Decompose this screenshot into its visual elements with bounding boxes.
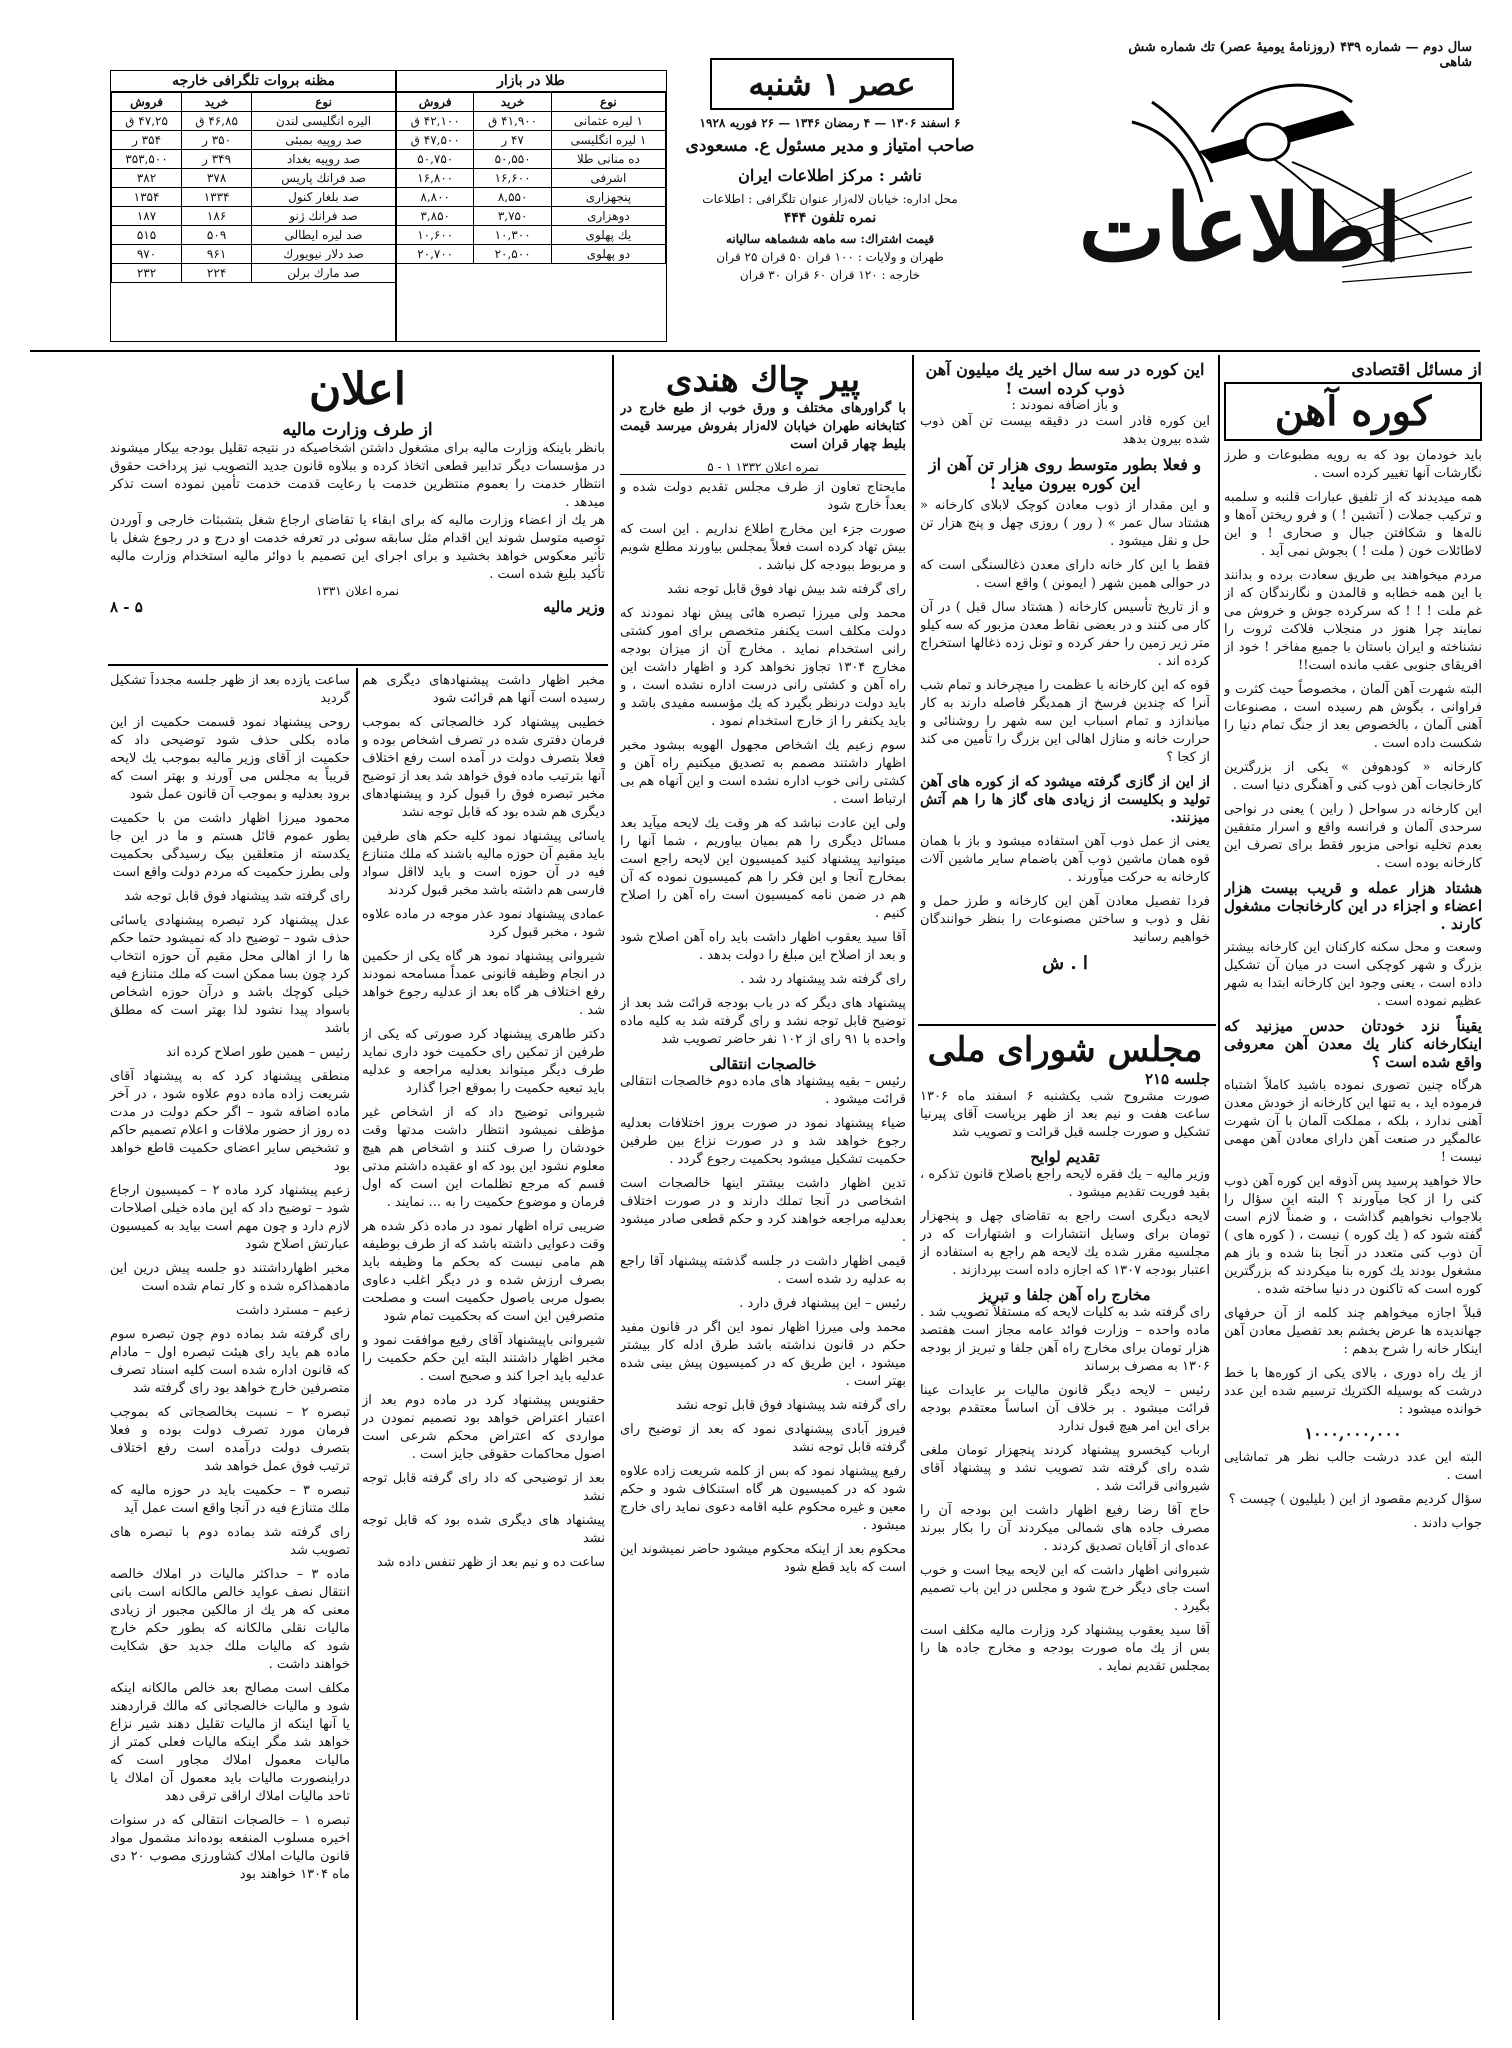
column-rule	[612, 355, 614, 2020]
cell: ۴۶,۸۵ ق	[182, 112, 252, 131]
cell: ۱ لیره انگلیسی	[551, 131, 665, 150]
proceedings-para: زعیم – مسترد داشت	[235, 1303, 350, 1318]
cell: ۱۶,۸۰۰	[397, 169, 474, 188]
section-rule	[108, 664, 608, 666]
majlis-para: رئیس – لایحه دیگر قانون مالیات بر عایدات عینا قرائت میشود . بر خلاف آن اساساً معتقدم بودجه برای این امر هیچ قبول ندارد	[920, 1383, 1210, 1434]
announcement-box	[110, 360, 605, 660]
cell: ۲۰,۷۰۰	[397, 245, 474, 264]
proceedings-para: پیشنهاد های دیگر که در باب بودجه قرائت شد بعد از توضیح قابل توجه نشد و رای گرفته شد به کلیه ماده واحده با ۹۱ رای از ۱۰۲ نفر حاضر تصویب شد	[620, 996, 906, 1047]
proceedings-para: آقا سید یعقوب اظهار داشت باید راه آهن اصلاح شود و بعد از اصلاح این مبلغ را دولت بدهد .	[620, 930, 906, 963]
cell: ۴۷ ر	[474, 131, 551, 150]
cell: صد فرانك ژنو	[252, 207, 396, 226]
iron-signature: ا . ش	[1042, 953, 1088, 974]
proceedings-para: پیشنهاد های دیگری شده بود که قابل توجه نشد	[362, 1513, 605, 1546]
proceedings-para: محمد ولی میرزا تبصره هائی پیش نهاد نمودند که دولت مکلف است یکنفر متخصص برای امور کشتی رانی استخدام نماید . مخارج آن از میزان بودجه مخارج ۱۳۰۴ تجاوز نخواهد کرد و اظهار داشت این راه آهن و کشتی رانی درست اداره نشده است ، و باید دولت درنظر بگیرد که یك مؤسسه مفیدی باشد و باید یکنفر را از خارج استخدام نمود .	[620, 606, 906, 729]
cell: ۱۸۶	[182, 207, 252, 226]
econ-highlight: یقیناً نزد خودتان حدس میزنید که اینکارخانه کنار یك معدن آهن معروفی واقع شده است ؟	[1224, 1017, 1482, 1071]
cell: ۲۳۲	[112, 264, 182, 283]
table-row	[112, 264, 396, 283]
proceedings-para: عدل پیشنهاد کرد تبصره پیشنهادی یاسائی حذف شود – توضیح داد که نمیشود حتما حکم ها را از اهالی محل مقیم آن حوزه انتخاب کرد چون بسا ممکن است که ملك متنازع فیه خیلی کوچك باشد و درآن حوزه اشخاص باسواد پیدا نشود لذا بهتر است که مطلق باشد	[110, 913, 350, 1036]
cell: ۱۶,۶۰۰	[474, 169, 551, 188]
announcement-footer	[110, 598, 605, 616]
proceedings-para: عمادی پیشنهاد نمود عذر موجه در ماده علاوه شود ، مخبر قبول کرد	[362, 907, 605, 940]
proceedings-para: رای گرفته شد پیشنهاد فوق قابل توجه شد	[124, 889, 350, 904]
majlis-para: صورت مشروح شب یکشنبه ۶ اسفند ماه ۱۳۰۶ ساعت هفت و نیم بعد از ظهر بریاست آقای پیرنیا تشکیل و صورت جلسه قبل قرائت و تصویب شد	[920, 1089, 1210, 1140]
econ-para: همه میدیدند که از تلفیق عبارات قلنبه و سلمبه و ترکیب جملات ( آتشین ! ) و فرو ریختن آه‌ها و ناله‌ها و شکافتن جبال و صحاری ! و این لاطائلات خون ( ملت ! ) بجوش نمی آید .	[1224, 490, 1482, 559]
cell: ۴۷,۵۰۰ ق	[397, 131, 474, 150]
announcement-from: از طرف وزارت مالیه	[282, 420, 433, 440]
cell: ۱۳۳۴	[182, 188, 252, 207]
proceedings-para: مخبر اظهارداشتند دو جلسه پیش درین این مادهمذاکره شده و کار تمام شده است	[110, 1261, 350, 1294]
exchange-header-sell: فروش	[112, 93, 182, 112]
proceedings-para: بعد از توضیحی که داد رای گرفته قابل توجه نشد	[362, 1471, 605, 1504]
cell: ۱۰,۶۰۰	[397, 226, 474, 245]
proceedings-section: خالصجات انتقالی	[709, 1055, 817, 1073]
table-row	[397, 131, 666, 150]
iron-para: این کوره قادر است در دقیقه بیست تن آهن ذوب شده بیرون بدهد	[920, 414, 1210, 447]
cell: ۳,۸۵۰	[397, 207, 474, 226]
cell: صد مارك برلن	[252, 264, 396, 283]
cell: ۱۸۷	[112, 207, 182, 226]
pirchak-notice: نمره اعلان ۱۳۳۲ ۱ - ۵	[620, 460, 906, 475]
cell: صد بلغار کنول	[252, 188, 396, 207]
iron-subline: و باز اضافه نمودند :	[1011, 398, 1119, 413]
cell: ۴۲,۱۰۰ ق	[397, 112, 474, 131]
proceedings-para: رای گرفته شد بیش نهاد فوق قابل توجه نشد	[667, 582, 906, 597]
majlis-title: مجلس شورای ملی	[927, 1030, 1203, 1070]
cell: ۳۵۳,۵۰۰	[112, 150, 182, 169]
majlis-para: لایحه دیگری است راجع به تقاضای چهل و پنجهزار تومان برای وسایل انتشارات و اشتهارات که در مجلسیه مقرر شده یك لایحه هم راجع به استفاده از اعتبار بودجه ۱۳۰۷ که اجازه داده است بپردازند .	[920, 1209, 1210, 1278]
cell: ۵۰,۷۵۰	[397, 150, 474, 169]
date-line: ۶ اسفند ۱۳۰۶ — ۴ رمضان ۱۳۴۶ — ۲۶ فوریه ۱۹۲۸	[699, 116, 961, 130]
table-row	[397, 188, 666, 207]
proceedings-para: ولی این عادت نباشد که هر وقت یك لایحه میآید بعد مسائل دیگری را هم بمیان بیاوریم ، شما آنها را میتوانید پیشنهاد کنید کمیسیون این لایحه راجع است بمخارج آنجا و این فکر را هم کمیسیون نموده که آن هم در ضمن نامه کمیسیون است راه آهن را اصلاح کنیم .	[620, 816, 906, 921]
iron-para: و از تاریخ تأسیس کارخانه ( هشتاد سال قبل ) در آن کار می کنند و در بعضی نقاط معدن مزبور که سه کیلو متر زیر زمین را حفر کرده و تونل زده ذغالها استخراج کرده اند .	[920, 600, 1210, 669]
proceedings-para: رفیع پیشنهاد نمود که بس از کلمه شریعت زاده علاوه شود که در کمیسیون هر گاه استنکاف شود و حکم معین و غیره محکوم علیه اقامه دعوی نماید رای خارج میشود .	[620, 1464, 906, 1533]
econ-para: قبلاً اجازه میخواهم چند کلمه از آن حرفهای جهاندیده ها عرض بخشم بعد تفصیل معادن آهن اینکار خانه را شرح بدهم :	[1224, 1306, 1482, 1357]
cell: صد روپیه بمبئی	[252, 131, 396, 150]
evening-label: عصر ۱ شنبه	[748, 65, 916, 103]
proceedings-para: مخبر اظهار داشت پیشنهادهای دیگری هم رسیده است آنها هم قرائت شود	[362, 673, 605, 706]
section-rule	[918, 1024, 1216, 1026]
announcement-para: بانظر باینکه وزارت مالیه برای مشغول داشتن اشخاصیکه در نتیجه تقلیل بودجه بیکار میشوند در مؤسسات دیگر تدابیر قطعی اتخاذ کرده و ببلاوه قانون جدید التصویب نیز پرداخت حقوق انتظار خدمت را بعموم منتظرین خدمت با رعایت قدمت خدمت تأمین نموده است تذکر میدهد .	[110, 441, 605, 510]
table-row	[397, 245, 666, 264]
iron-para: قوه که این کارخانه با عظمت را میچرخاند و تمام شب آنرا که چندین فرسخ از همدیگر فاصله دارند به کار میاندازد و تمام اسباب این سه شهر را روشنائی و حرارت خانه و منازل اهالی این بزرگ را تأمین می کند از کجا ؟	[920, 678, 1210, 765]
cell: دوهزاری	[551, 207, 665, 226]
cell: ۳,۷۵۰	[474, 207, 551, 226]
econ-number: ۱۰۰۰,۰۰۰,۰۰۰	[1304, 1424, 1402, 1443]
announcement-para: هر یك از اعضاء وزارت مالیه که برای ابقاء یا تقاضای ارجاع شغل بتشبثات خارجی و آوردن توصیه متوسل شوند این اقدام مثل سابقه سوئی در تعرفه خدمت او درج و در رجوع شغل با تأثیر معکوس خواهد بخشید و برای اجرای این تصمیم با دوائر مالیه استخدام وزارت مالیه تأکید بلیغ شده است .	[110, 513, 605, 582]
pirchak-column	[620, 360, 906, 2020]
econ-headline: کوره آهن	[1224, 382, 1482, 441]
proceedings-para: رای گرفته شد پیشنهاد رد شد .	[740, 972, 906, 987]
table-row	[112, 188, 396, 207]
cell: صد دلار نیویورك	[252, 245, 396, 264]
proceedings-para: ضیاء پیشنهاد نمود در صورت بروز اختلافات بعدلیه رجوع خواهد شد و در صورت نزاع بین طرفین حکمیت تشکیل میشود بحکمیت رجوع گردد .	[620, 1116, 906, 1167]
gold-market-table	[396, 92, 666, 264]
column-rule	[1218, 355, 1220, 2020]
cell: صد روپیه بغداد	[252, 150, 396, 169]
econ-para: باید خودمان بود که به رویه مطبوعات و طرز نگارشات آنها تغییر کرده است .	[1224, 448, 1482, 481]
proceedings-para: منطقی پیشنهاد کرد که به پیشنهاد آقای شریعت زاده ماده دوم علاوه شود ، در آخر ماده اضافه شود – اگر حکم دولت در مدت ده روز از حضور ملاقات و اعلام تصمیم حاکم و تشخیص سایر اعضای حکمیت قاطع خواهد بود	[110, 1069, 350, 1174]
proceedings-para: مایحتاج تعاون از طرف مجلس تقدیم دولت شده و بعداً خارج شود	[620, 480, 906, 513]
proceedings-para: حقنویس پیشنهاد کرد در ماده دوم بعد از اعتبار اعتراض خواهد بود تصمیم نمودن در مواردی که اعتراض محکم شرعی است اصول محاکمات حقوقی جایز است .	[362, 1393, 605, 1462]
econ-para: البته شهرت آهن آلمان ، مخصوصاً حیث کثرت و فراوانی ، بگوش هم رسیده است ، مصنوعات آهنی آلمان ، بالخصوص بعد از جنگ تمام دنیا را شکست داده است .	[1224, 682, 1482, 751]
majlis-para: رای گرفته شد به کلیات لایحه که مستقلاً تصویب شد . ماده واحده – وزارت فوائد عامه مجاز است هفتصد هزار تومان برای مخارج راه آهن جلفا و تبریز از بودجه ۱۳۰۶ به مصرف برساند	[920, 1305, 1210, 1374]
cell: ۱ لیره عثمانی	[551, 112, 665, 131]
subscription-tehran: طهران و ولایات : ۱۰۰ قران ۵۰ قران ۲۵ قران	[716, 250, 944, 264]
exchange-header-buy: خرید	[182, 93, 252, 112]
majlis-para: حاج آقا رضا رفیع اظهار داشت این بودجه آن را مصرف جاده های شمالی میکردند آن را بکار ببرند عده‌ای از آقایان تصدیق کردند .	[920, 1503, 1210, 1554]
proceedings-para: صورت جزء این مخارج اطلاع نداریم . این است که بیش تهاد کرده است فعلاً بمجلس بیاورند مطلع شویم و مربوط ببودجه کل نباشد .	[620, 522, 906, 573]
cell: دو پهلوی	[551, 245, 665, 264]
proceedings-para: شیروانی توضیح داد که از اشخاص غیر مؤظف نمیشود انتظار داشت مدتها وقت خودشان را صرف کنند و اشخاص هم هیچ معلوم نشود این بود که او عقیده داشتم مدتی قسم که مرجع تظلمات این است که اول فرمان و موضوع حکمیت را به ... نمایند .	[362, 1105, 605, 1210]
iron-highlight: از این از گازی گرفته میشود که از کوره های آهن تولید و بکلیست از زیادی های گاز ها را هم آتش میزنند.	[920, 774, 1210, 826]
cell: ۵۰۹	[182, 226, 252, 245]
gold-header-buy: خرید	[474, 93, 551, 112]
proceedings-para: خطیبی پیشنهاد کرد خالصجاتی که بموجب فرمان دفتری شده در تصرف اشخاص بوده و فعلا بتصرف دولت در آمده است رفع اختلاف آنها بترتیب ماده فوق خواهد شد بعد از توضیح مخبر تبصره فوق را قبول کرد و پیشنهادهای دیگری هم شده بود که قابل توجه نشد	[362, 715, 605, 820]
table-row	[397, 226, 666, 245]
iron-column	[920, 360, 1210, 1020]
proceedings-para: شیروانی پیشنهاد نمود هر گاه یکی از حکمین در انجام وظیفه قانونی عمداً مسامحه نمودند رفع اختلاف هر گاه بعد از عدلیه رجوع خواهد شد .	[362, 949, 605, 1018]
iron-headline-2: و فعلا بطور متوسط روی هزار تن آهن از این کوره بیرون میاید !	[928, 455, 1202, 493]
masthead-divider	[30, 350, 1480, 352]
address-line: محل اداره: خیابان لاله‌زار عنوان تلگرافی : اطلاعات	[702, 192, 958, 206]
cell: ۴۱,۹۰۰ ق	[474, 112, 551, 131]
column-rule	[912, 355, 914, 2020]
majlis-para: آقا سید یعقوب پیشنهاد کرد وزارت مالیه مکلف است بس از یك ماه صورت بودجه و مخارج جاده ها را بمجلس تقدیم نماید .	[920, 1623, 1210, 1674]
proceedings-para: محمد ولی میرزا اظهار نمود این اگر در قانون مفید حکم در قانون نداشته باشد طرق ادله کار بیشتر میشود ، این طریق که در کمیسیون پیش بینی شده بهتر است .	[620, 1320, 906, 1389]
cell: ۱۳۵۴	[112, 188, 182, 207]
iron-para: یعنی از عمل ذوب آهن استفاده میشود و باز با همان قوه همان ماشین ذوب آهن باضمام سایر ماشین آلات کارخانه به حرکت میآورند .	[920, 834, 1210, 885]
announcement-title: اعلان	[308, 364, 407, 415]
proceedings-para: تبصره ۳ – حکمیت باید در حوزه مالیه که ملك متنازع فیه در آنجا واقع است عمل آید	[110, 1483, 350, 1516]
table-row	[112, 245, 396, 264]
cell: اشرفی	[551, 169, 665, 188]
announcement-numbers: ۵ - ۸	[110, 598, 143, 616]
table-row	[112, 169, 396, 188]
cell: یك پهلوی	[551, 226, 665, 245]
cell: ۲۰,۵۰۰	[474, 245, 551, 264]
economics-column	[1224, 360, 1482, 2020]
phone-line: نمره تلفون ۴۴۴	[783, 210, 877, 226]
announcement-notice: نمره اعلان ۱۳۳۱	[315, 584, 400, 598]
cell: پنجهزاری	[551, 188, 665, 207]
proceedings-para: ضریبی تراه اظهار نمود در ماده ذکر شده هر وقت دعوایی داشته باشد که از طرف بوطیفه هم مامی نیست که بحکم ما وظیفه باید بصرف ارزش شده و در دیگر اغلب دعاوی بصول مربی باصول حکمیت است و مصلحت متصرفین این است که بحکمیت تمام شود	[362, 1219, 605, 1324]
table-row	[112, 226, 396, 245]
majlis-para: ارباب کیخسرو پیشنهاد کردند پنجهزار تومان ملغی شده رای گرفته شد تصویب نشد و پیشنهاد آقای شیروانی قرائت شد .	[920, 1443, 1210, 1494]
cell: ۸,۸۰۰	[397, 188, 474, 207]
iron-headline-1: این کوره در سه سال اخیر یك میلیون آهن ذوب کرده است !	[925, 360, 1205, 398]
cell: ۳۴۹ ر	[182, 150, 252, 169]
proceedings-para: رای گرفته شد پیشنهاد فوق قابل توجه نشد	[675, 1398, 906, 1413]
proceedings-para: فیروز آبادی پیشنهادی نمود که بعد از توضیح رای گرفته قابل توجه نشد	[620, 1422, 906, 1455]
table-row	[397, 112, 666, 131]
subscription-abroad: خارجه : ۱۲۰ قران ۶۰ قران ۳۰ قران	[739, 268, 921, 282]
proceedings-para: ساعت یازده بعد از ظهر جلسه مجدداً تشکیل گردید	[110, 673, 350, 706]
econ-para: از یك راه دوری ، بالای یکی از کوره‌ها با خط درشت که بوسیله الکتریك ترسیم شده این عدد خوانده میشود :	[1224, 1366, 1482, 1417]
proceedings-para: ماده ۳ – حداکثر مالیات در املاك خالصه انتقال نصف عواید خالص مالکانه است بانی معنی که هر یك از مالکین مجبور از زیادی مالیات نقلی مالکانه که بطور حکم خارج شود که مالیات ملك جدید حق شکایت خواهند داشت .	[110, 1567, 350, 1672]
proceedings-para: روحی پیشنهاد نمود قسمت حکمیت از این ماده بکلی حذف شود توضیحی داد که حکمیت از آقای وزیر مالیه بموجب یك لایحه قریباً به مجلس می آورند و بهتر است که برود بعدلیه و بموجب آن قانون عمل شود	[110, 715, 350, 802]
iron-para: و این مقدار از ذوب معادن کوچک لابلای کارخانه « هشتاد سال عمر » ( رور ) روزی چهل و پنج هزار تن حل و نقل میشود .	[920, 498, 1210, 549]
proceedings-para: سوم زعیم یك اشخاص مجهول الهویه ببشود مخبر اظهار داشتند مصمم به تصدیق میکنیم راه آهن و کشتی رانی خوب اداره نشده است و این آنهاه هم بی ارتباط است .	[620, 738, 906, 807]
logo-text: اطلاعات	[1078, 174, 1402, 282]
cell: الیره انگلیسی لندن	[252, 112, 396, 131]
proceedings-para: زعیم پیشنهاد کرد ماده ۲ – کمیسیون ارجاع شود – توضیح داد که این ماده خیلی اصلاحات لازم دارد و چون مهم است بیاید به کمیسیون عبارتش اصلاح شود	[110, 1183, 350, 1252]
announcement-signature: وزیر مالیه	[543, 598, 605, 616]
gold-market-box	[395, 70, 667, 342]
cell: ۳۷۸	[182, 169, 252, 188]
majlis-section-railway: مخارج راه آهن جلفا و تبریز	[979, 1286, 1151, 1304]
econ-para: مردم میخواهند بی طریق سعادت برده و بدانند با این همه خطابه و قالمدن و نگارندگان که از غم ملت ! ! ! که سرکرده جوش و خروش می نمایند چرا هنوز در منجلاب فلاکت ثروت را نشناخته و ایران باستان با جمیع مفاخر ! خود از افریقای جنوبی عقب مانده است!!	[1224, 568, 1482, 673]
proceedings-column-b	[110, 672, 350, 2020]
proceedings-para: یاسائی پیشنهاد نمود کلیه حکم های طرفین باید مقیم آن حوزه ماليه باشند که ملك متنازع فیه در آن حوزه است و باید لااقل سواد فارسی هم داشته باشد مخبر قبول کردند	[362, 829, 605, 898]
proceedings-para: دکتر طاهری پیشنهاد کرد صورتی که یکی از طرفین از تمکین رای حکمیت خود داری نماید طرف دیگر میتواند بعدلیه مراجعه و عدلیه باید تبعیه حکمیت را بموقع اجرا گذارد	[362, 1027, 605, 1096]
proceedings-para: رئیس – همین طور اصلاح کرده اند	[165, 1045, 350, 1060]
subscription-title: قیمت اشتراك: سه ماهه ششماهه سالیانه	[725, 232, 935, 246]
cell: ده منانی طلا	[551, 150, 665, 169]
proceedings-para: تدین اظهار داشت بیشتر اینها خالصجات است اشخاصی در آنجا تملك دارند و در صورت اختلاف بعدلیه مراجعه خواهند کرد و حکم قطعی صادر میشود .	[620, 1176, 906, 1245]
proceedings-para: رای گرفته شد بماده دوم با تبصره های تصویب شد	[110, 1525, 350, 1558]
cell: صد لیره ایطالی	[252, 226, 396, 245]
econ-para: این کارخانه در سواحل ( راین ) یعنی در نواحی سرحدی آلمان و فرانسه واقع و اسرار متفقین بعدم تخلیه نواحی مزبور فقط برای تصرف این کارخانه بوده است .	[1224, 802, 1482, 871]
proceedings-para: تبصره ۱ – خالصجات انتقالی که در سنوات اخیره مسلوب المنفعه بوده‌اند مشمول مواد قانون مالیات املاك کشاورزی مصوب ۲۰ دی ماه ۱۳۰۴ خواهند بود	[110, 1813, 350, 1882]
table-row	[112, 112, 396, 131]
pirchak-para: با گراورهای مختلف و ورق خوب از طبع خارج در کتابخانه طهران خیابان لاله‌زار بفروش میرسد قیمت بلیط چهار قران است	[620, 401, 906, 452]
exchange-title: مظنه بروات تلگرافی خارجه	[111, 71, 396, 92]
proceedings-para: رئیس – این پیشنهاد فرق دارد .	[739, 1296, 906, 1311]
gold-header-sell: فروش	[397, 93, 474, 112]
gold-header-type: نوع	[551, 93, 665, 112]
econ-para: البته این عدد درشت جالب نظر هر تماشایی است .	[1224, 1450, 1482, 1483]
table-row	[112, 207, 396, 226]
cell: ۱۰,۳۰۰	[474, 226, 551, 245]
pirchak-title: پیر چاك هندی	[665, 360, 861, 400]
econ-para: حالا خواهید پرسید پس آذوقه این کوره آهن ذوب کنی را از کجا میآورند ؟ البته این سؤال را بلاجواب نخواهیم گذاشت ، و ضمناً لازم است گفته شود که ( یك کوره ) نیست ، ( کوره های ) آن ذوب کنی متعدد در آنجا بنا شده و باز هم مشغول بودند یك کوره بنا میکردند که بزرگترین کوره است که تاکنون در دنیا ساخته شده .	[1224, 1174, 1482, 1297]
econ-highlight: هشتاد هزار عمله و قریب بیست هزار اعضاء و اجزاء در این کارخانجات مشغول کارند .	[1224, 879, 1482, 933]
exchange-box	[110, 70, 397, 342]
table-row	[397, 150, 666, 169]
proceedings-para: ساعت ده و نیم بعد از ظهر تنفس داده شد	[376, 1555, 605, 1570]
cell: ۴۷,۲۵ ق	[112, 112, 182, 131]
gold-market-title: طلا در بازار	[396, 71, 666, 92]
proceedings-para: قیمی اظهار داشت در جلسه گذشته پیشنهاد آقا راجع به عدلیه رد شده است .	[620, 1254, 906, 1287]
majlis-para: شیروانی اظهار داشت که این لایحه بیجا است و خوب است جای دیگر خرج شود و مجلس در این باب تصمیم بگیرد .	[920, 1563, 1210, 1614]
cell: ۳۵۰ ر	[182, 131, 252, 150]
exchange-table	[111, 92, 396, 283]
table-row	[397, 207, 666, 226]
cell: ۹۶۱	[182, 245, 252, 264]
econ-para: سؤال کردیم مقصود از این ( بلیلیون ) چیست ؟	[1228, 1492, 1482, 1507]
proceedings-para: رای گرفته شد بماده دوم چون تبصره سوم ماده هم باید رای هیئت تبصره اول – مادام که قانون اداره شده است کلیه اسناد تصرف متصرفین خارج خواهد بود رای گرفته شد	[110, 1327, 350, 1396]
proceedings-para: تبصره ۲ – نسبت بخالصجاتی که بموجب فرمان مورد تصرف دولت بوده و فعلا بتصرف دولت درآمده است رفع اختلاف ترتیب فوق عمل خواهد شد	[110, 1405, 350, 1474]
iron-para: فردا تفصیل معادن آهن این کارخانه و طرز حمل و نقل و ذوب و ساختن مصنوعات را بنظر خوانندگان خواهیم رسانید	[920, 894, 1210, 945]
proceedings-para: شیروانی باپیشنهاد آقای رفیع موافقت نمود و مخبر اظهار داشتند البته این حکم حکمیت را عدلیه باید اجرا کند و صحیح است .	[362, 1333, 605, 1384]
table-row	[397, 169, 666, 188]
econ-kicker: از مسائل اقتصادی	[1351, 360, 1482, 380]
econ-para: کارخانه « کودهوفن » یکی از بزرگترین کارخانجات آهن ذوب کنی و آهنگری دنیا است .	[1224, 760, 1482, 793]
proceedings-column-a	[362, 672, 605, 2020]
proceedings-para: مکلف است مصالح بعد خالص مالکانه اینکه شود و مالیات خالصجاتی که مالك قراردهند یا آنها اینکه از مالیات تقلیل دهند شیر نزاع خواهد شد مگر اینکه مالیات فعلی کمتر از مالیات معمول املاك مجاور است که دراینصورت مالیات باید معمول آن املاك یا تاحد مالیات املاك اراقی ترقی دهد	[110, 1681, 350, 1804]
econ-para: وسعت و محل سکنه کارکنان این کارخانه بیشتر بزرگ و شهر کوچکی است در میان آن تشکیل داده است ، یعنی وجود این کارخانه ابتدا به شهر عظیم نموده است .	[1224, 940, 1482, 1009]
majlis-session: جلسه ۲۱۵	[1144, 1070, 1210, 1088]
cell: صد فرانك پاریس	[252, 169, 396, 188]
table-row	[112, 150, 396, 169]
cell: ۲۲۴	[182, 264, 252, 283]
proceedings-para: رئیس – بقیه پیشنهاد های ماده دوم خالصجات انتقالی قرائت میشود .	[620, 1074, 906, 1107]
cell: ۸,۵۵۰	[474, 188, 551, 207]
issue-line: سال دوم — شماره ۴۳۹ (روزنامهٔ یومیهٔ عصر) تك شماره شش شاهی	[1128, 40, 1472, 70]
column-rule	[356, 668, 358, 2020]
majlis-para: وزیر مالیه – یك فقره لایحه راجع باصلاح قانون تذکره ، بقید فوریت تقدیم میشود .	[920, 1167, 1210, 1200]
cell: ۵۱۵	[112, 226, 182, 245]
econ-para: جواب دادند .	[1413, 1516, 1482, 1531]
masthead-center	[710, 58, 954, 110]
proceedings-para: محمود میرزا اظهار داشت من با حکمیت بطور عموم قائل هستم و ما در این جا یکدسته از متعلقین بیک رسیدگی بحکمیت ولی بطرز حکمیت که مردم دولت واقع است	[110, 811, 350, 880]
cell: ۳۵۴ ر	[112, 131, 182, 150]
table-row	[112, 131, 396, 150]
proceedings-para: محکوم بعد از اینکه محکوم میشود حاضر نمیشوند این است که باید قطع شود	[620, 1542, 906, 1575]
exchange-header-type: نوع	[252, 93, 396, 112]
publisher-line: ناشر : مرکز اطلاعات ایران	[738, 166, 922, 185]
cell: ۹۷۰	[112, 245, 182, 264]
econ-para: هرگاه چنین تصوری نموده باشید کاملاً اشتباه فرموده اید ، به تنها این کارخانه از خودش معدن آهنی ندارد ، بلکه ، مملکت آلمان با آن شهرت عالمگیر در صنعت آهن دارای معادن آهن مهمی نیست !	[1224, 1078, 1482, 1165]
masthead-logo	[1078, 62, 1482, 332]
cell: ۵۰,۵۵۰	[474, 150, 551, 169]
owner-line: صاحب امتیاز و مدیر مسئول ع. مسعودی	[685, 136, 975, 156]
majlis-column	[920, 1030, 1210, 2020]
iron-para: فقط با این کار خانه دارای معدن ذغالسنگی است که در حوالی همین شهر ( ایمونن ) واقع است .	[920, 558, 1210, 591]
cell: ۳۸۲	[112, 169, 182, 188]
majlis-section-bills: تقدیم لوایح	[1030, 1148, 1100, 1166]
